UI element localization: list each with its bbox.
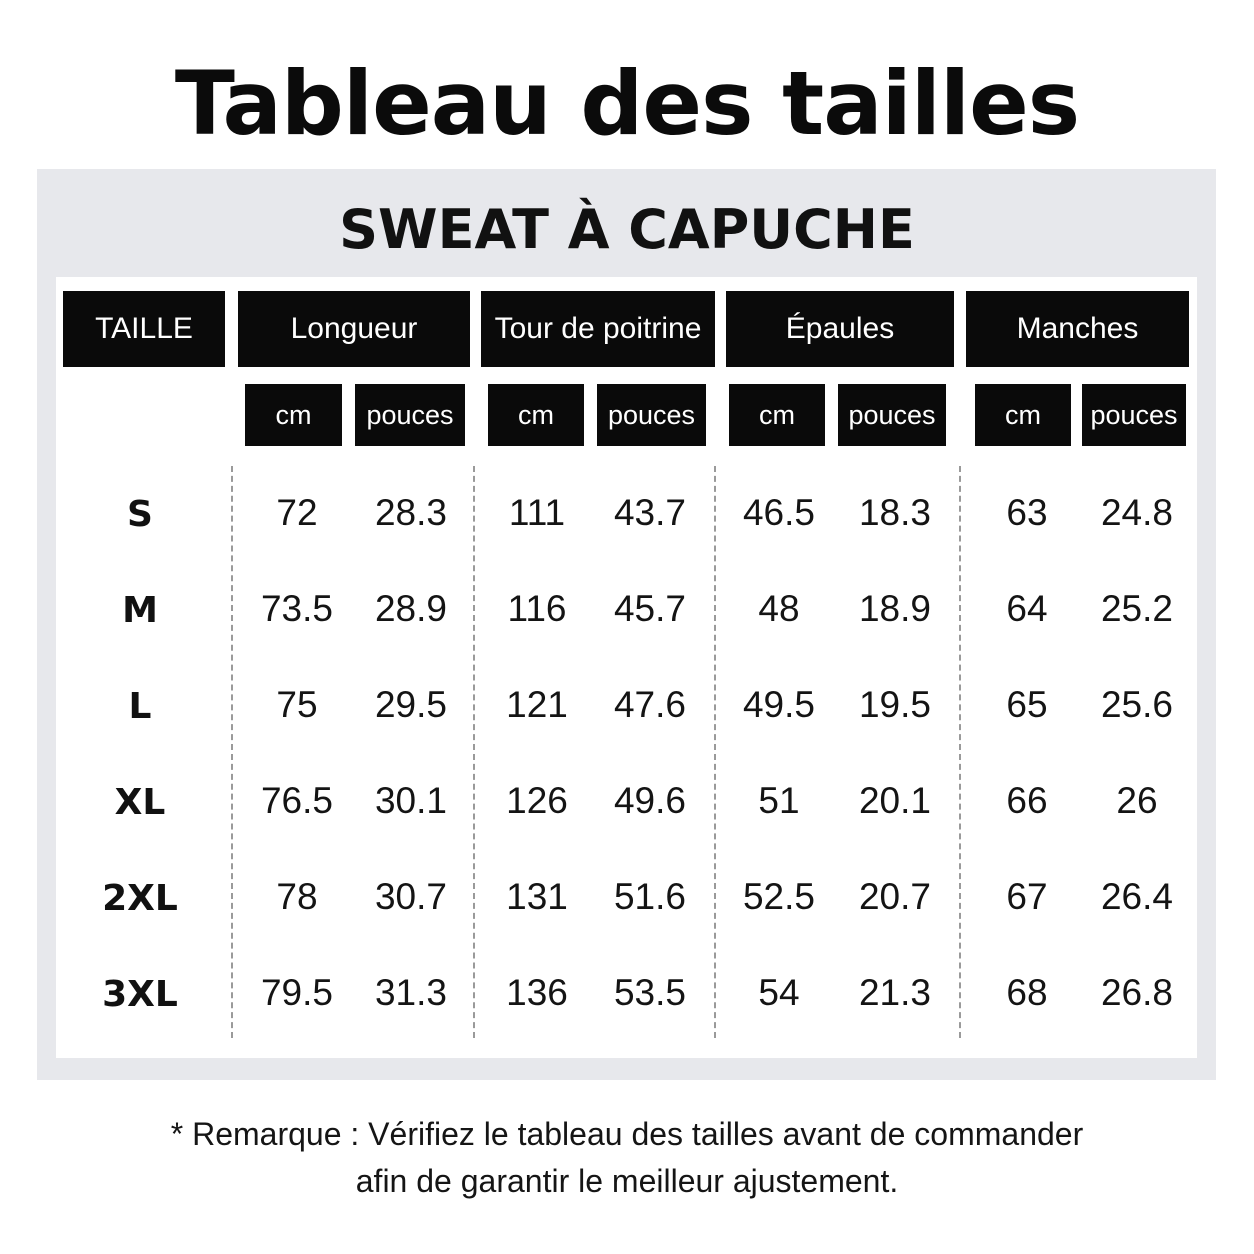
table-cell: 25.6 [1100,684,1173,725]
unit-header-cm: cm [245,384,342,446]
table-cell: 75 [276,684,318,725]
note-line-2: afin de garantir le meilleur ajustement. [355,1163,899,1199]
table-cell: 48 [758,588,800,629]
group-header-length: Longueur [238,291,470,367]
table-cell: 53.5 [613,972,686,1013]
table-cell: 78 [276,876,318,917]
size-label: 2XL [102,878,178,919]
product-title: SWEAT À CAPUCHE [339,198,915,261]
table-cell: 18.9 [858,588,931,629]
table-cell: 136 [506,972,568,1013]
table-cell: 26 [1116,780,1158,821]
table-cell: 121 [506,684,568,725]
table-cell: 66 [1006,780,1048,821]
table-cell: 65 [1006,684,1048,725]
table-cell: 54 [758,972,800,1013]
table-cell: 19.5 [858,684,931,725]
table-cell: 72 [276,492,318,533]
table-cell: 24.8 [1100,492,1173,533]
table-cell: 18.3 [858,492,931,533]
unit-header-cm: cm [488,384,584,446]
table-cell: 20.7 [858,876,931,917]
table-cell: 68 [1006,972,1048,1013]
size-label: S [127,494,153,535]
group-header-shoulders: Épaules [726,291,954,367]
table-cell: 45.7 [613,588,686,629]
group-header-chest: Tour de poitrine [481,291,715,367]
table-cell: 63 [1006,492,1048,533]
unit-header-cm: cm [729,384,825,446]
table-cell: 76.5 [260,780,333,821]
unit-header-inches: pouces [1082,384,1186,446]
size-label: 3XL [102,974,178,1015]
unit-header-inches: pouces [355,384,465,446]
table-cell: 51.6 [613,876,686,917]
table-cell: 64 [1006,588,1048,629]
table-cell: 111 [508,492,566,533]
note-line-1: * Remarque : Vérifiez le tableau des tailles avant de commander [170,1116,1084,1152]
table-cell: 47.6 [613,684,686,725]
unit-header-cm: cm [975,384,1071,446]
table-cell: 26.8 [1100,972,1173,1013]
table-cell: 49.6 [613,780,686,821]
column-divider [473,466,475,1038]
table-cell: 49.5 [742,684,815,725]
size-column-header: TAILLE [63,291,225,367]
table-cell: 25.2 [1100,588,1173,629]
table-cell: 116 [507,588,567,629]
size-label: XL [114,782,166,823]
table-cell: 31.3 [374,972,447,1013]
table-cell: 79.5 [260,972,333,1013]
table-cell: 20.1 [858,780,931,821]
page-title: Tableau des tailles [174,52,1080,155]
table-cell: 73.5 [260,588,333,629]
size-label: M [122,590,158,631]
table-cell: 30.1 [374,780,447,821]
table-cell: 126 [506,780,568,821]
unit-header-inches: pouces [838,384,946,446]
table-cell: 29.5 [374,684,447,725]
group-header-sleeves: Manches [966,291,1189,367]
table-cell: 28.9 [374,588,447,629]
column-divider [959,466,961,1038]
table-cell: 30.7 [374,876,447,917]
table-cell: 46.5 [742,492,815,533]
table-cell: 28.3 [374,492,447,533]
table-cell: 67 [1006,876,1048,917]
unit-header-inches: pouces [597,384,706,446]
table-cell: 21.3 [858,972,931,1013]
table-cell: 43.7 [613,492,686,533]
table-cell: 52.5 [742,876,815,917]
table-cell: 51 [758,780,800,821]
column-divider [714,466,716,1038]
table-cell: 26.4 [1100,876,1173,917]
column-divider [231,466,233,1038]
table-cell: 131 [506,876,568,917]
size-label: L [128,686,152,727]
